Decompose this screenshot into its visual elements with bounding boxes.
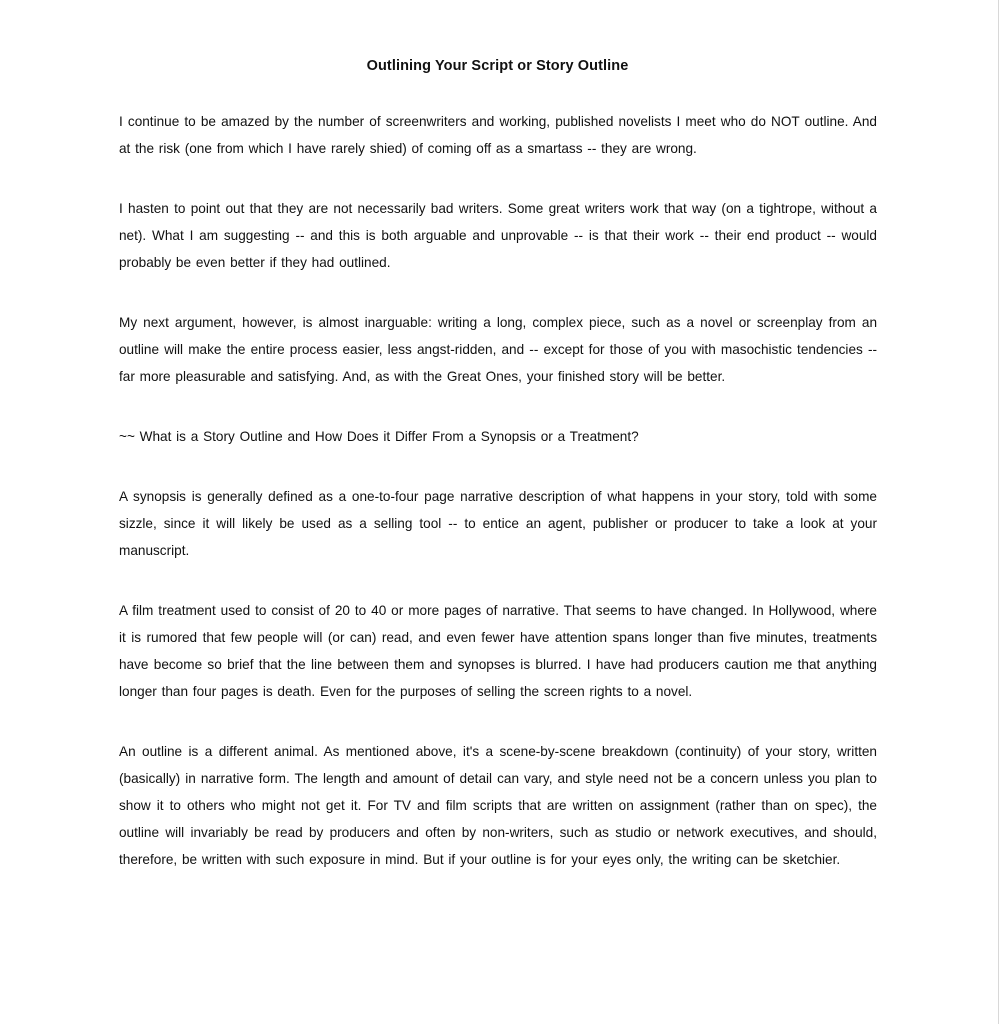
paragraph-intro: I continue to be amazed by the number of screenwriters and working, published novelists I meet who do NOT outline. And at the risk (one from which I have rarely shied) of coming off as a smartass -- they are wrong. xyxy=(119,114,877,156)
paragraph-film-treatment: A film treatment used to consist of 20 to 40 or more pages of narrative. That seems to have changed. In Hollywood, where it is rumored that few people will (or can) read, and even fewer have attention spans longer than five minutes, treatments have become so brief that the line between them and synopses is blurred. I have had producers caution me that anything longer than four pages is death. Even for the purposes of selling the screen rights to a novel. xyxy=(119,603,877,699)
document-body xyxy=(119,108,877,873)
paragraph-synopsis: A synopsis is generally defined as a one-to-four page narrative description of what happens in your story, told with some sizzle, since it will likely be used as a selling tool -- to entice an agent, publisher or producer to take a look at your manuscript. xyxy=(119,489,877,558)
section-heading: ~~ What is a Story Outline and How Does it Differ From a Synopsis or a Treatment? xyxy=(119,429,639,444)
paragraph-not-bad-writers: I hasten to point out that they are not necessarily bad writers. Some great writers work that way (on a tightrope, without a net). What I am suggesting -- and this is both arguable and unprovable -- is that their work -- their end product -- would probably be even better if they had outlined. xyxy=(119,201,877,270)
paragraph-next-argument: My next argument, however, is almost inarguable: writing a long, complex piece, such as a novel or screenplay from an outline will make the entire process easier, less angst-ridden, and -- except for those of you with masochistic tendencies -- far more pleasurable and satisfying. And, as with the Great Ones, your finished story will be better. xyxy=(119,315,877,384)
paragraph-outline: An outline is a different animal. As mentioned above, it's a scene-by-scene breakdown (continuity) of your story, written (basically) in narrative form. The length and amount of detail can vary, and style need not be a concern unless you plan to show it to others who might not get it. For TV and film scripts that are written on assignment (rather than on spec), the outline will invariably be read by producers and often by non-writers, such as studio or network executives, and should, therefore, be written with such exposure in mind. But if your outline is for your eyes only, the writing can be sketchier. xyxy=(119,744,877,867)
document-title: Outlining Your Script or Story Outline xyxy=(366,58,629,74)
